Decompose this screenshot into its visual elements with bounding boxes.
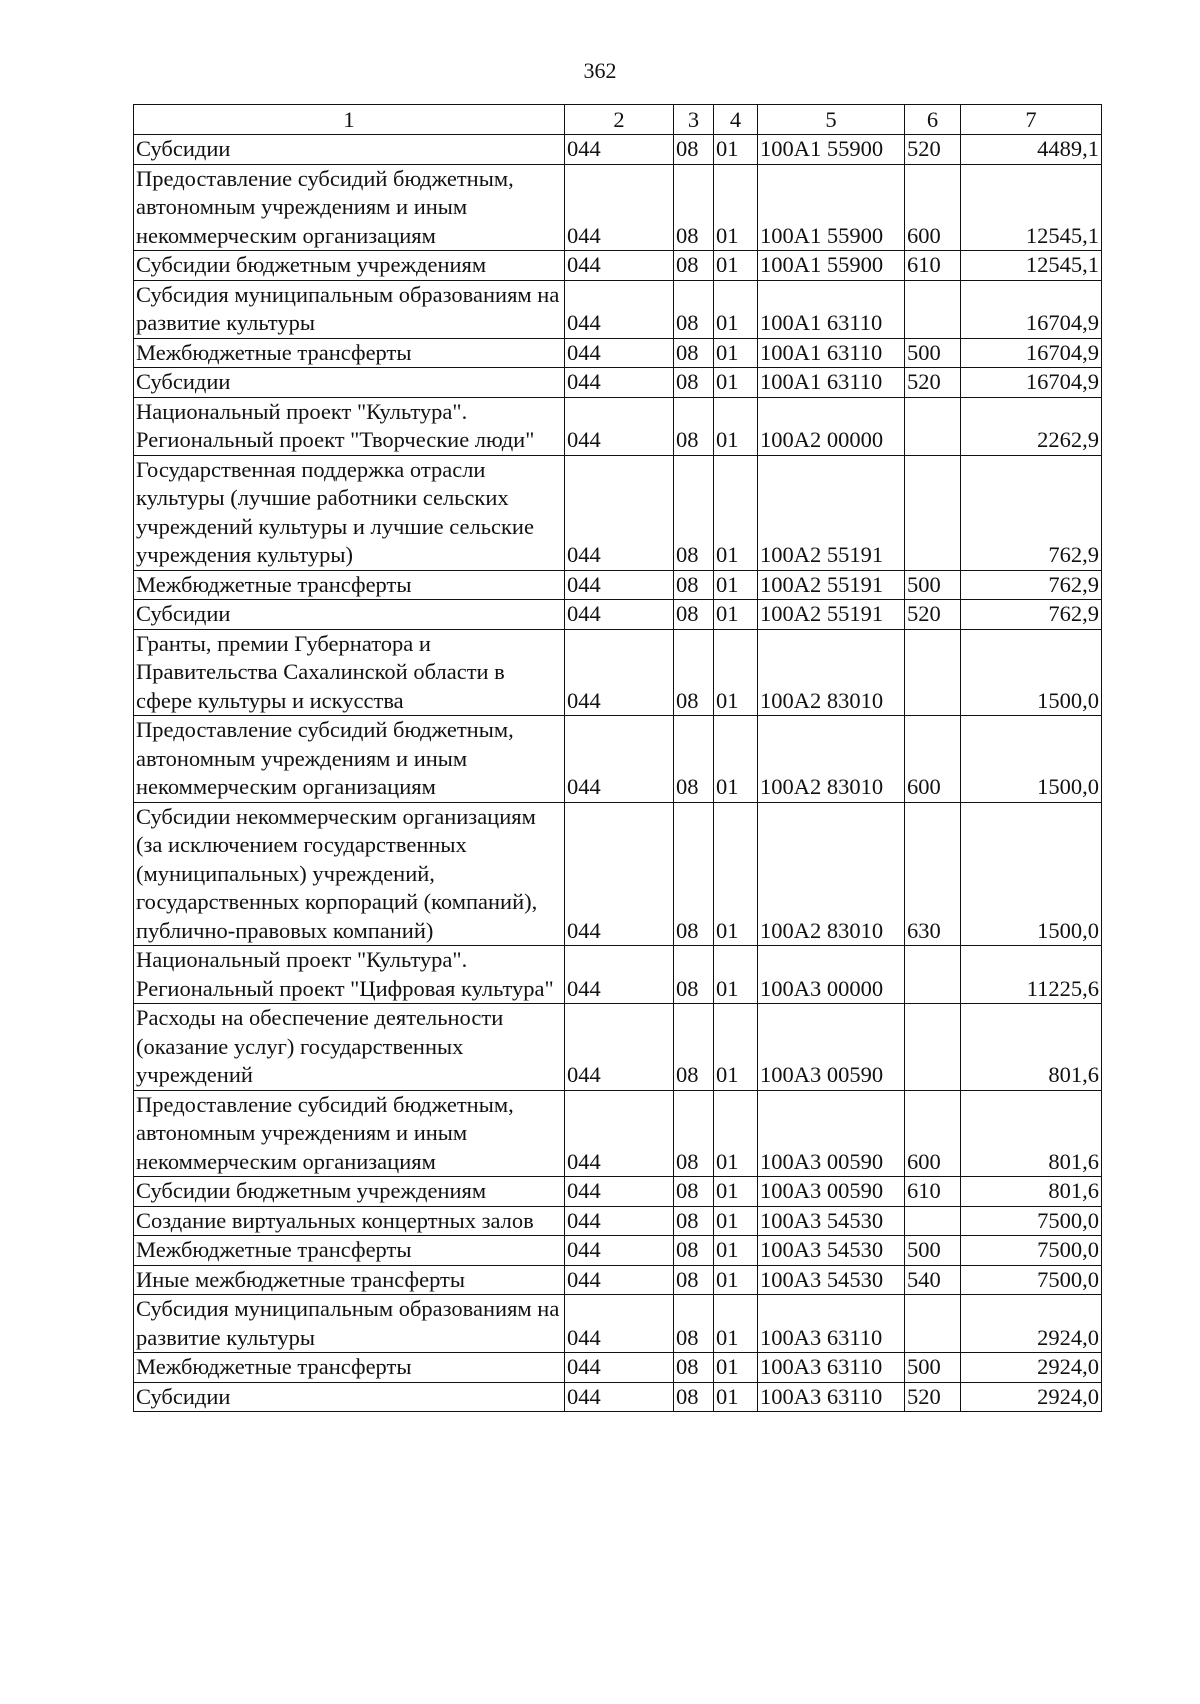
target-article-cell: 100A2 55191 [758,600,905,630]
section-cell: 08 [674,1265,714,1295]
column-header-1: 1 [134,105,565,135]
table-row [134,600,1102,630]
name-cell: Предоставление субсидий бюджетным, автономным учреждениям и иным некоммерческим организациям [134,716,565,803]
amount-cell: 762,9 [961,600,1102,630]
expense-type-cell: 540 [905,1265,961,1295]
name-cell: Расходы на обеспечение деятельности (оказание услуг) государственных учреждений [134,1004,565,1091]
subsection-cell: 01 [714,1236,758,1266]
expense-type-cell: 520 [905,368,961,398]
name-cell: Межбюджетные трансферты [134,1353,565,1383]
section-cell: 08 [674,802,714,946]
admin-code-cell: 044 [565,946,674,1004]
section-cell: 08 [674,600,714,630]
name-cell: Иные межбюджетные трансферты [134,1265,565,1295]
name-cell: Создание виртуальных концертных залов [134,1206,565,1236]
subsection-cell: 01 [714,368,758,398]
target-article-cell: 100A3 00000 [758,946,905,1004]
section-cell: 08 [674,1382,714,1412]
table-row [134,1382,1102,1412]
expense-type-cell: 500 [905,338,961,368]
subsection-cell: 01 [714,629,758,716]
section-cell: 08 [674,716,714,803]
table-row [134,164,1102,251]
table-row [134,338,1102,368]
target-article-cell: 100A2 00000 [758,397,905,455]
subsection-cell: 01 [714,251,758,281]
subsection-cell: 01 [714,455,758,570]
name-cell: Субсидии некоммерческим организациям (за исключением государственных (муниципальных) учреждений, государственных корпораций (компаний), публично-правовых компаний) [134,802,565,946]
section-cell: 08 [674,1353,714,1383]
subsection-cell: 01 [714,338,758,368]
name-cell: Межбюджетные трансферты [134,338,565,368]
section-cell: 08 [674,629,714,716]
expense-type-cell: 600 [905,164,961,251]
target-article-cell: 100A2 83010 [758,716,905,803]
amount-cell: 16704,9 [961,338,1102,368]
table-header [134,105,1102,135]
table-row [134,368,1102,398]
section-cell: 08 [674,1206,714,1236]
target-article-cell: 100A3 00590 [758,1090,905,1177]
amount-cell: 11225,6 [961,946,1102,1004]
expense-type-cell: 630 [905,802,961,946]
admin-code-cell: 044 [565,1353,674,1383]
name-cell: Гранты, премии Губернатора и Правительства Сахалинской области в сфере культуры и искусства [134,629,565,716]
section-cell: 08 [674,946,714,1004]
expense-type-cell [905,397,961,455]
subsection-cell: 01 [714,280,758,338]
subsection-cell: 01 [714,1206,758,1236]
target-article-cell: 100A3 63110 [758,1295,905,1353]
expense-type-cell: 600 [905,716,961,803]
subsection-cell: 01 [714,802,758,946]
table-row [134,946,1102,1004]
target-article-cell: 100A1 63110 [758,338,905,368]
target-article-cell: 100A3 00590 [758,1004,905,1091]
subsection-cell: 01 [714,1265,758,1295]
section-cell: 08 [674,570,714,600]
section-cell: 08 [674,397,714,455]
section-cell: 08 [674,1295,714,1353]
table-body [134,135,1102,1412]
amount-cell: 1500,0 [961,802,1102,946]
table-row [134,251,1102,281]
subsection-cell: 01 [714,1382,758,1412]
table-row [134,716,1102,803]
table-row [134,1090,1102,1177]
table-row [134,570,1102,600]
expense-type-cell: 520 [905,600,961,630]
name-cell: Национальный проект "Культура". Региональный проект "Цифровая культура" [134,946,565,1004]
admin-code-cell: 044 [565,280,674,338]
amount-cell: 2924,0 [961,1295,1102,1353]
table-row [134,397,1102,455]
name-cell: Предоставление субсидий бюджетным, автономным учреждениям и иным некоммерческим организациям [134,1090,565,1177]
expense-type-cell: 500 [905,1236,961,1266]
admin-code-cell: 044 [565,1004,674,1091]
amount-cell: 12545,1 [961,164,1102,251]
amount-cell: 1500,0 [961,629,1102,716]
admin-code-cell: 044 [565,135,674,165]
expense-type-cell [905,1206,961,1236]
header-row [134,105,1102,135]
column-header-6: 6 [905,105,961,135]
subsection-cell: 01 [714,946,758,1004]
name-cell: Межбюджетные трансферты [134,570,565,600]
admin-code-cell: 044 [565,455,674,570]
expense-type-cell [905,1004,961,1091]
amount-cell: 1500,0 [961,716,1102,803]
admin-code-cell: 044 [565,164,674,251]
table-row [134,802,1102,946]
name-cell: Субсидии [134,368,565,398]
expense-type-cell: 520 [905,135,961,165]
name-cell: Субсидии [134,135,565,165]
amount-cell: 801,6 [961,1004,1102,1091]
amount-cell: 16704,9 [961,368,1102,398]
admin-code-cell: 044 [565,368,674,398]
name-cell: Межбюджетные трансферты [134,1236,565,1266]
admin-code-cell: 044 [565,600,674,630]
name-cell: Субсидия муниципальным образованиям на развитие культуры [134,280,565,338]
target-article-cell: 100A3 00590 [758,1177,905,1207]
section-cell: 08 [674,164,714,251]
table-row [134,1206,1102,1236]
page-number: 362 [583,58,617,83]
expense-type-cell [905,946,961,1004]
subsection-cell: 01 [714,570,758,600]
table-row [134,1004,1102,1091]
section-cell: 08 [674,251,714,281]
admin-code-cell: 044 [565,570,674,600]
admin-code-cell: 044 [565,251,674,281]
target-article-cell: 100A2 83010 [758,802,905,946]
section-cell: 08 [674,1236,714,1266]
column-header-4: 4 [714,105,758,135]
section-cell: 08 [674,1177,714,1207]
amount-cell: 4489,1 [961,135,1102,165]
admin-code-cell: 044 [565,1295,674,1353]
subsection-cell: 01 [714,135,758,165]
amount-cell: 2924,0 [961,1353,1102,1383]
target-article-cell: 100A3 63110 [758,1382,905,1412]
subsection-cell: 01 [714,397,758,455]
admin-code-cell: 044 [565,716,674,803]
admin-code-cell: 044 [565,1382,674,1412]
column-header-7: 7 [961,105,1102,135]
name-cell: Государственная поддержка отрасли культуры (лучшие работники сельских учреждений культуры и лучшие сельские учреждения культуры) [134,455,565,570]
target-article-cell: 100A2 55191 [758,455,905,570]
table-row [134,1265,1102,1295]
section-cell: 08 [674,455,714,570]
expense-type-cell: 610 [905,251,961,281]
admin-code-cell: 044 [565,397,674,455]
expense-type-cell: 610 [905,1177,961,1207]
subsection-cell: 01 [714,1090,758,1177]
name-cell: Субсидии бюджетным учреждениям [134,251,565,281]
expense-type-cell [905,280,961,338]
column-header-3: 3 [674,105,714,135]
subsection-cell: 01 [714,1177,758,1207]
target-article-cell: 100A3 54530 [758,1206,905,1236]
subsection-cell: 01 [714,1353,758,1383]
table-row [134,455,1102,570]
column-header-2: 2 [565,105,674,135]
column-header-5: 5 [758,105,905,135]
subsection-cell: 01 [714,1295,758,1353]
admin-code-cell: 044 [565,629,674,716]
admin-code-cell: 044 [565,1206,674,1236]
table-row [134,1353,1102,1383]
expense-type-cell: 600 [905,1090,961,1177]
table-row [134,1236,1102,1266]
table-row [134,1295,1102,1353]
admin-code-cell: 044 [565,1265,674,1295]
amount-cell: 7500,0 [961,1206,1102,1236]
expense-type-cell: 500 [905,1353,961,1383]
section-cell: 08 [674,1090,714,1177]
section-cell: 08 [674,1004,714,1091]
name-cell: Субсидия муниципальным образованиям на развитие культуры [134,1295,565,1353]
target-article-cell: 100A3 63110 [758,1353,905,1383]
target-article-cell: 100A2 83010 [758,629,905,716]
target-article-cell: 100A1 63110 [758,280,905,338]
name-cell: Субсидии [134,600,565,630]
section-cell: 08 [674,135,714,165]
amount-cell: 16704,9 [961,280,1102,338]
amount-cell: 12545,1 [961,251,1102,281]
section-cell: 08 [674,338,714,368]
amount-cell: 801,6 [961,1090,1102,1177]
admin-code-cell: 044 [565,1090,674,1177]
table-row [134,135,1102,165]
amount-cell: 762,9 [961,570,1102,600]
amount-cell: 7500,0 [961,1236,1102,1266]
target-article-cell: 100A1 55900 [758,251,905,281]
budget-table [133,104,1102,1412]
name-cell: Национальный проект "Культура". Региональный проект "Творческие люди" [134,397,565,455]
amount-cell: 762,9 [961,455,1102,570]
expense-type-cell [905,629,961,716]
target-article-cell: 100A3 54530 [758,1236,905,1266]
amount-cell: 2924,0 [961,1382,1102,1412]
subsection-cell: 01 [714,164,758,251]
amount-cell: 7500,0 [961,1265,1102,1295]
expense-type-cell: 500 [905,570,961,600]
amount-cell: 2262,9 [961,397,1102,455]
subsection-cell: 01 [714,1004,758,1091]
name-cell: Субсидии [134,1382,565,1412]
target-article-cell: 100A2 55191 [758,570,905,600]
admin-code-cell: 044 [565,1236,674,1266]
target-article-cell: 100A3 54530 [758,1265,905,1295]
amount-cell: 801,6 [961,1177,1102,1207]
name-cell: Субсидии бюджетным учреждениям [134,1177,565,1207]
expense-type-cell [905,455,961,570]
section-cell: 08 [674,280,714,338]
subsection-cell: 01 [714,600,758,630]
table-row [134,280,1102,338]
table-row [134,1177,1102,1207]
expense-type-cell: 520 [905,1382,961,1412]
admin-code-cell: 044 [565,338,674,368]
table-row [134,629,1102,716]
expense-type-cell [905,1295,961,1353]
section-cell: 08 [674,368,714,398]
admin-code-cell: 044 [565,802,674,946]
target-article-cell: 100A1 55900 [758,164,905,251]
name-cell: Предоставление субсидий бюджетным, автономным учреждениям и иным некоммерческим организациям [134,164,565,251]
target-article-cell: 100A1 63110 [758,368,905,398]
admin-code-cell: 044 [565,1177,674,1207]
target-article-cell: 100A1 55900 [758,135,905,165]
subsection-cell: 01 [714,716,758,803]
